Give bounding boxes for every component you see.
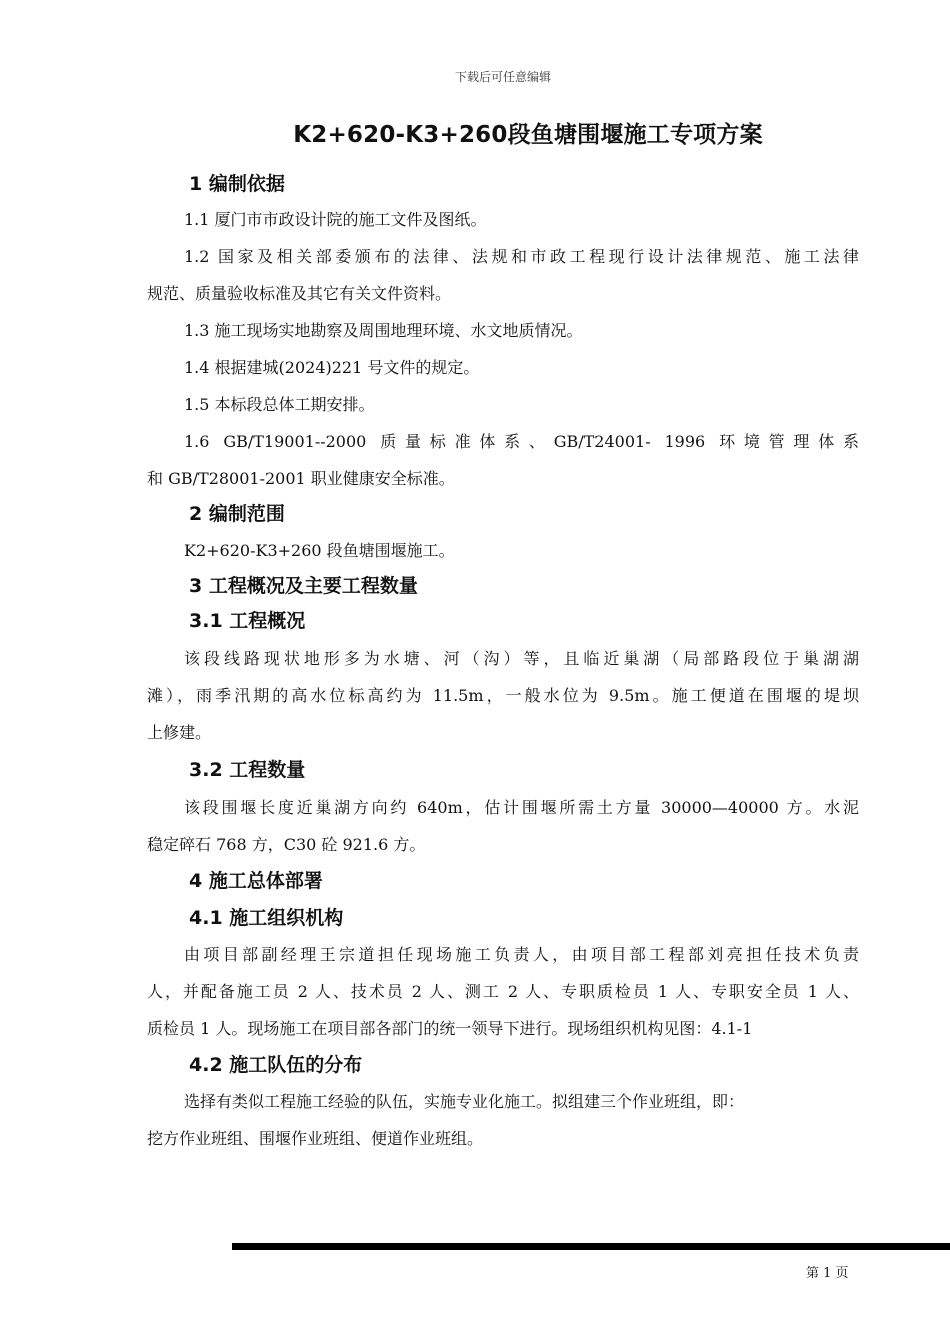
footer-divider: [232, 1243, 950, 1250]
paragraph-1-4: 1.4 根据建城(2024)221 号文件的规定。: [184, 358, 480, 377]
section-1-heading: 1 编制依据: [189, 173, 285, 195]
paragraph-1-2-line-1: 1.2 国家及相关部委颁布的法律、法规和市政工程现行设计法律规范、施工法律: [184, 247, 859, 266]
paragraph-1-3: 1.3 施工现场实地勘察及周围地理环境、水文地质情况。: [184, 321, 583, 340]
page-number: 第 1 页: [806, 1266, 849, 1281]
paragraph-3-2-line-1: 该段围堰长度近巢湖方向约 640m，估计围堰所需土方量 30000—40000 方。水泥: [184, 798, 859, 817]
paragraph-4-2-line-2: 挖方作业班组、围堰作业班组、便道作业班组。: [147, 1129, 484, 1148]
paragraph-1-6-line-2: 和 GB/T28001-2001 职业健康安全标准。: [147, 469, 455, 488]
document-body: [147, 168, 859, 1157]
paragraph-3-1-line-3: 上修建。: [147, 723, 212, 742]
paragraph-3-1-line-2: 滩），雨季汛期的高水位标高约为 11.5m，一般水位为 9.5m。施工便道在围堰的堤坝: [147, 686, 859, 705]
paragraph-1-5: 1.5 本标段总体工期安排。: [184, 395, 375, 414]
header-note: 下载后可任意编辑: [454, 70, 551, 84]
paragraph-1-2-line-2: 规范、质量验收标准及其它有关文件资料。: [147, 284, 452, 303]
paragraph-3-1-line-1: 该段线路现状地形多为水塘、河（沟）等，且临近巢湖（局部路段位于巢湖湖: [184, 649, 859, 668]
subsection-3-1-heading: 3.1 工程概况: [189, 610, 306, 632]
paragraph-1-1: 1.1 厦门市市政设计院的施工文件及图纸。: [184, 210, 487, 229]
section-4-heading: 4 施工总体部署: [189, 870, 323, 892]
paragraph-4-2-line-1: 选择有类似工程施工经验的队伍，实施专业化施工。拟组建三个作业班组，即：: [184, 1092, 745, 1111]
subsection-4-2-heading: 4.2 施工队伍的分布: [189, 1054, 363, 1076]
section-2-heading: 2 编制范围: [189, 503, 285, 525]
paragraph-1-6-line-1: 1.6 GB/T19001--2000 质量标准体系、GB/T24001- 1996 环境管理体系: [184, 432, 859, 451]
paragraph-4-1-line-3: 质检员 1 人。现场施工在项目部各部门的统一领导下进行。现场组织机构见图：4.1-1: [147, 1019, 753, 1038]
subsection-4-1-heading: 4.1 施工组织机构: [189, 907, 344, 929]
subsection-3-2-heading: 3.2 工程数量: [189, 759, 306, 781]
paragraph-3-2-line-2: 稳定碎石 768 方，C30 砼 921.6 方。: [147, 835, 426, 854]
document-title: K2+620-K3+260段鱼塘围堰施工专项方案: [293, 122, 763, 148]
paragraph-4-1-line-2: 人，并配备施工员 2 人、技术员 2 人、测工 2 人、专职质检员 1 人、专职安全员 1 人、: [147, 982, 859, 1001]
paragraph-4-1-line-1: 由项目部副经理王宗道担任现场施工负责人，由项目部工程部刘亮担任技术负责: [184, 945, 859, 964]
section-3-heading: 3 工程概况及主要工程数量: [189, 575, 418, 597]
paragraph-2-1: K2+620-K3+260 段鱼塘围堰施工。: [184, 541, 455, 560]
